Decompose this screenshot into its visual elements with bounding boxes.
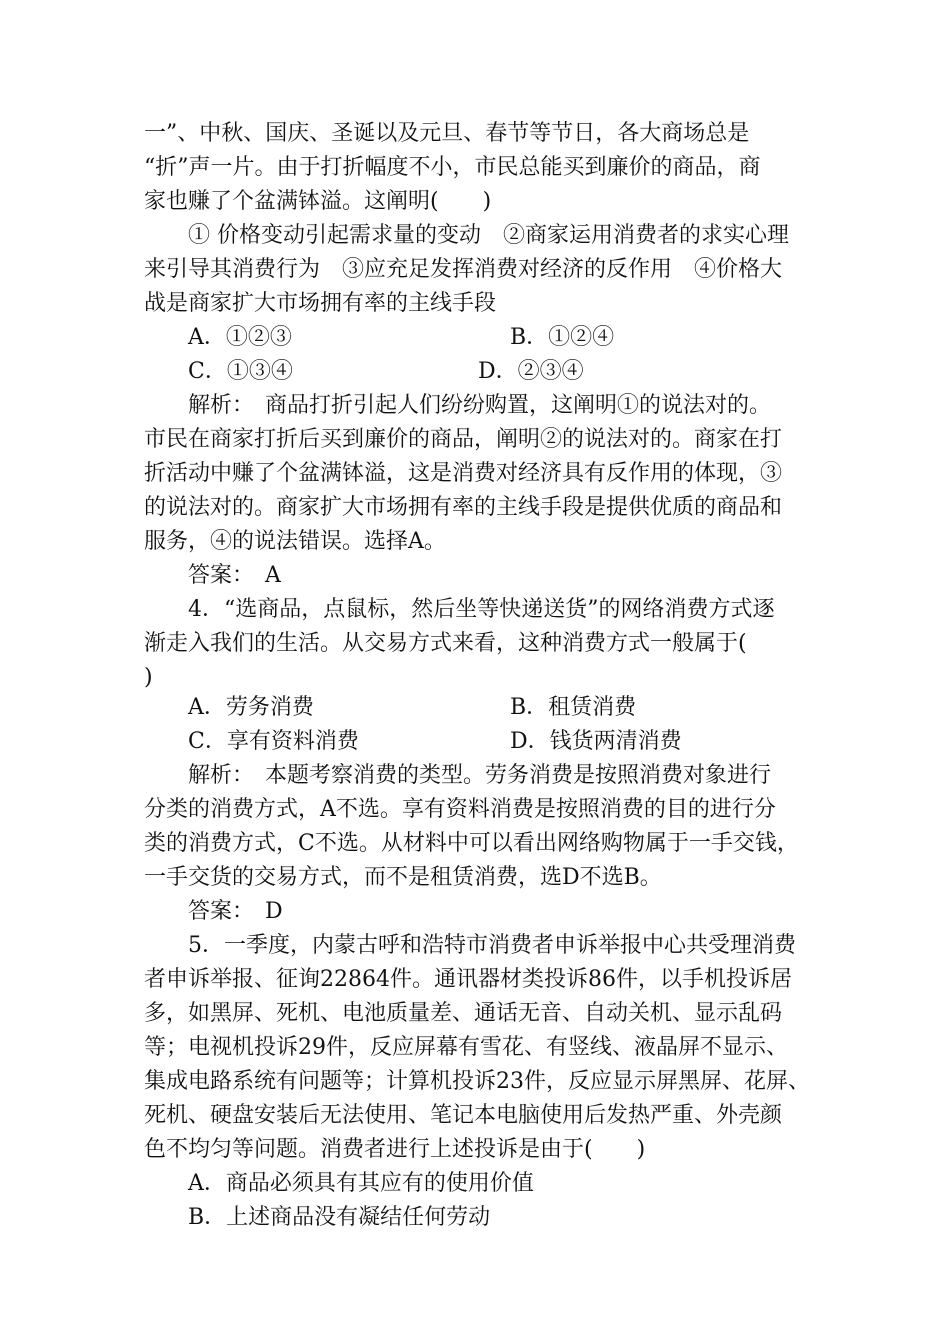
q3-stem-line: 家也赚了个盆满钵溢。这阐明( ) (144, 189, 492, 214)
q5-option-b: B．上述商品没有凝结任何劳动 (188, 1205, 491, 1230)
q3-analysis-line: 解析： 商品打折引起人们纷纷购置，这阐明①的说法对的。 (188, 393, 772, 418)
q3-stem-line: 一”、中秋、国庆、圣诞以及元旦、春节等节日，各大商场总是 (144, 121, 750, 146)
q4-option-a: A．劳务消费 (188, 695, 314, 720)
q5-stem-line: 5．一季度，内蒙古呼和浩特市消费者申诉举报中心共受理消费 (188, 933, 796, 958)
q5-option-a: A．商品必须具有其应有的使用价值 (188, 1171, 534, 1196)
q3-option-c: C．①③④ (188, 359, 293, 384)
q4-analysis-line: 分类的消费方式，A不选。享有资料消费是按照消费的目的进行分 (144, 797, 776, 822)
q5-stem-line: 等；电视机投诉29件，反应屏幕有雪花、有竖线、液晶屏不显示、 (144, 1035, 788, 1060)
q4-option-b: B．租赁消费 (510, 695, 637, 720)
q5-stem-line: 色不均匀等问题。消费者进行上述投诉是由于( ) (144, 1137, 646, 1162)
q5-stem-line: 多，如黑屏、死机、电池质量差、通话无音、自动关机、显示乱码 (144, 1001, 783, 1026)
q5-stem-line: 死机、硬盘安装后无法使用、笔记本电脑使用后发热严重、外壳颜 (144, 1103, 783, 1128)
q3-option-d: D．②③④ (478, 359, 584, 384)
q3-analysis-line: 服务，④的说法错误。选择A。 (144, 529, 446, 554)
q4-option-c: C．享有资料消费 (188, 729, 359, 754)
q5-stem-line: 集成电路系统有问题等；计算机投诉23件，反应显示屏黑屏、花屏、 (144, 1069, 810, 1094)
q3-answer: 答案： A (188, 563, 281, 588)
q4-answer: 答案： D (188, 899, 283, 924)
q3-option-b: B．①②④ (510, 325, 615, 350)
q3-statements-line: ① 价格变动引起需求量的变动 ②商家运用消费者的求实心理 (188, 223, 789, 248)
q3-option-a: A．①②③ (188, 325, 292, 350)
q4-stem-line: ) (144, 665, 153, 690)
q5-stem-line: 者申诉举报、征询22864件。通讯器材类投诉86件，以手机投诉居 (144, 967, 792, 992)
q3-analysis-line: 市民在商家打折后买到廉价的商品，阐明②的说法对的。商家在打 (144, 427, 783, 452)
q4-analysis-line: 解析： 本题考察消费的类型。劳务消费是按照消费对象进行 (188, 763, 772, 788)
q4-analysis-line: 类的消费方式，C不选。从材料中可以看出网络购物属于一手交钱， (144, 831, 799, 856)
q4-stem-line: 4．“选商品，点鼠标，然后坐等快递送货”的网络消费方式逐 (188, 597, 775, 622)
q3-stem-line: “折”声一片。由于打折幅度不小，市民总能买到廉价的商品，商 (144, 155, 761, 180)
q4-stem-line: 渐走入我们的生活。从交易方式来看，这种消费方式一般属于( (144, 631, 747, 656)
q3-analysis-line: 折活动中赚了个盆满钵溢，这是消费对经济具有反作用的体现，③ (144, 461, 783, 486)
q3-statements-line: 战是商家扩大市场拥有率的主线手段 (144, 291, 497, 316)
q4-option-d: D．钱货两清消费 (510, 729, 682, 754)
q4-analysis-line: 一手交货的交易方式，而不是租赁消费，选D不选B。 (144, 865, 662, 890)
q3-statements-line: 来引导其消费行为 ③应充足发挥消费对经济的反作用 ④价格大 (144, 257, 783, 282)
q3-analysis-line: 的说法对的。商家扩大市场拥有率的主线手段是提供优质的商品和 (144, 495, 783, 520)
